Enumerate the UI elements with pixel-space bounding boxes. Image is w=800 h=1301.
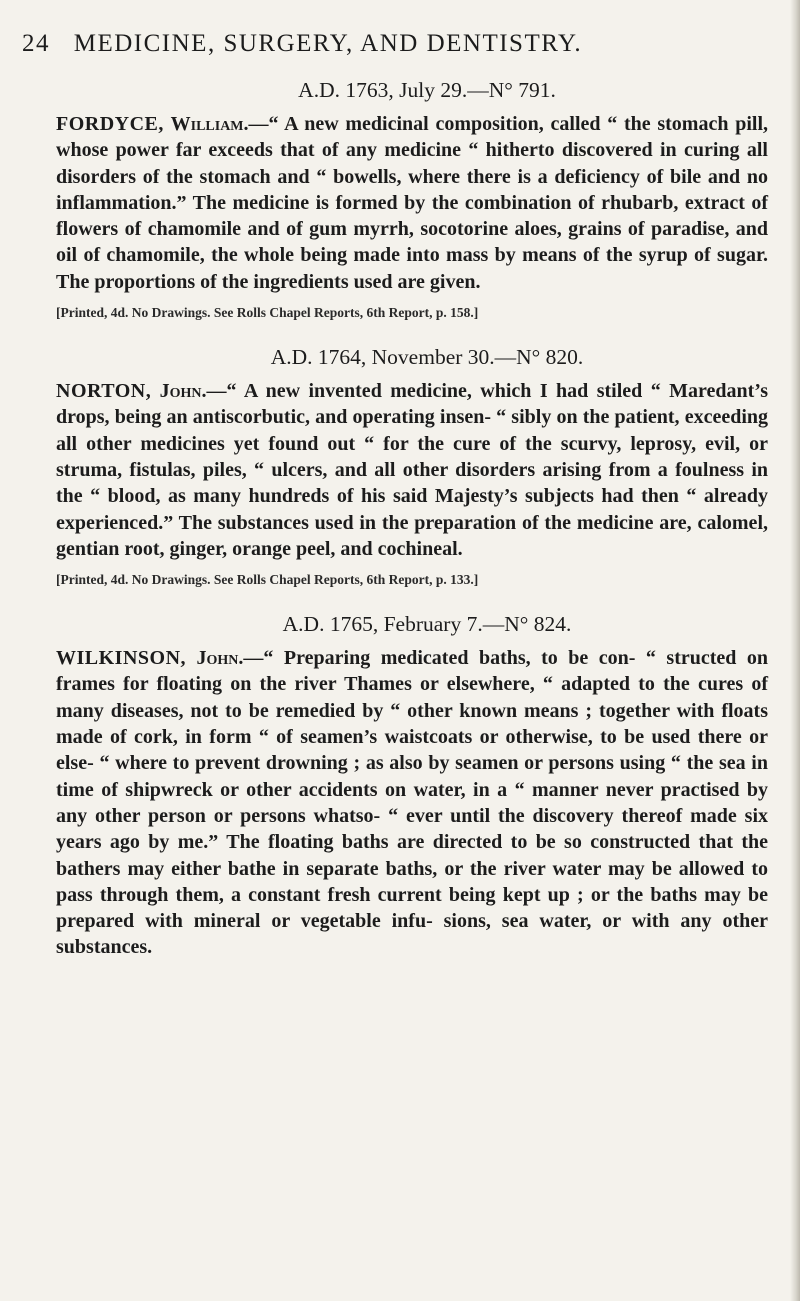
entry-date: A.D. 1764, November 30.—N° 820. xyxy=(270,345,584,370)
running-header xyxy=(22,30,782,58)
running-title: MEDICINE, SURGERY, AND DENTISTRY. xyxy=(73,30,583,57)
patentee-first-name: John. xyxy=(196,647,244,670)
entry-date: A.D. 1763, July 29.—N° 791. xyxy=(298,78,556,102)
entry-description: —“ Preparing medicated baths, to be con- “ structed on frames for floating on the river Thames or elsewhere, “ adapted to the cures of many diseases, not to be remedied by “ other known means ; together with floats made of cork, in form “ of seamen’s waistcoats or otherwise, to be used there or else- “ where to prevent drowning ; as also by seamen or persons using “ the sea in time of shipwreck or other accidents on water, in a “ manner never practised by any other person or persons whatso- “ ever until the discovery thereof made six years ago by me.” The floating baths are directed to be so constructed that the bathers may either bathe in separate baths, or the river water may be allowed to pass through them, a constant fresh current being kept up ; or the baths may be prepared with mineral or vegetable infu- sions, sea water, or with any other substances. xyxy=(56,647,769,959)
patent-entry-wilkinson xyxy=(56,612,768,961)
entry-description: —“ A new medicinal composition, called “ the stomach pill, whose power far exceeds that of any medicine “ hitherto discovered in curing all disorders of the stomach and “ bowells, where there is a deficiency of bile and no inflammation.” The medicine is formed by the combination of rhubarb, extract of flowers of chamomile and of gum myrrh, socotorine aloes, grains of paradise, and oil of chamomile, the whole being made into mass by means of the syrup of sugar. The proportions of the ingredients used are given. xyxy=(56,113,768,293)
patent-entry-fordyce xyxy=(56,78,768,321)
entry-description: —“ A new invented medicine, which I had stiled “ Maredant’s drops, being an antiscorbutic, and operating insen- “ sibly on the patient, exceeding all other medicines yet found out “ for the cure of the scurvy, leprosy, evil, or struma, fistulas, piles, “ ulcers, and all other disorders arising from a foulness in the “ blood, as many hundreds of his said Majesty’s subjects had then “ already experienced.” The substances used in the preparation of the medicine are, calomel, gentian root, ginger, orange peel, and cochineal. xyxy=(56,380,768,560)
page-number: 24 xyxy=(22,30,50,57)
patentee-surname: WILKINSON, xyxy=(56,647,187,670)
patentee-surname: NORTON, xyxy=(56,380,152,403)
patentee-first-name: William. xyxy=(170,113,249,135)
patentee-surname: FORDYCE, xyxy=(56,113,164,135)
page-body xyxy=(56,78,768,985)
entry-text xyxy=(56,111,768,295)
patent-entry-norton xyxy=(56,345,768,588)
page-edge-shadow xyxy=(790,0,800,1301)
entry-note: [Printed, 4d. No Drawings. See Rolls Chapel Reports, 6th Report, p. 133.] xyxy=(56,572,479,588)
entry-text xyxy=(56,378,768,562)
entry-date: A.D. 1765, February 7.—N° 824. xyxy=(282,612,572,637)
entry-note: [Printed, 4d. No Drawings. See Rolls Chapel Reports, 6th Report, p. 158.] xyxy=(56,305,479,321)
patentee-first-name: John. xyxy=(159,380,207,403)
entry-text xyxy=(56,645,768,961)
